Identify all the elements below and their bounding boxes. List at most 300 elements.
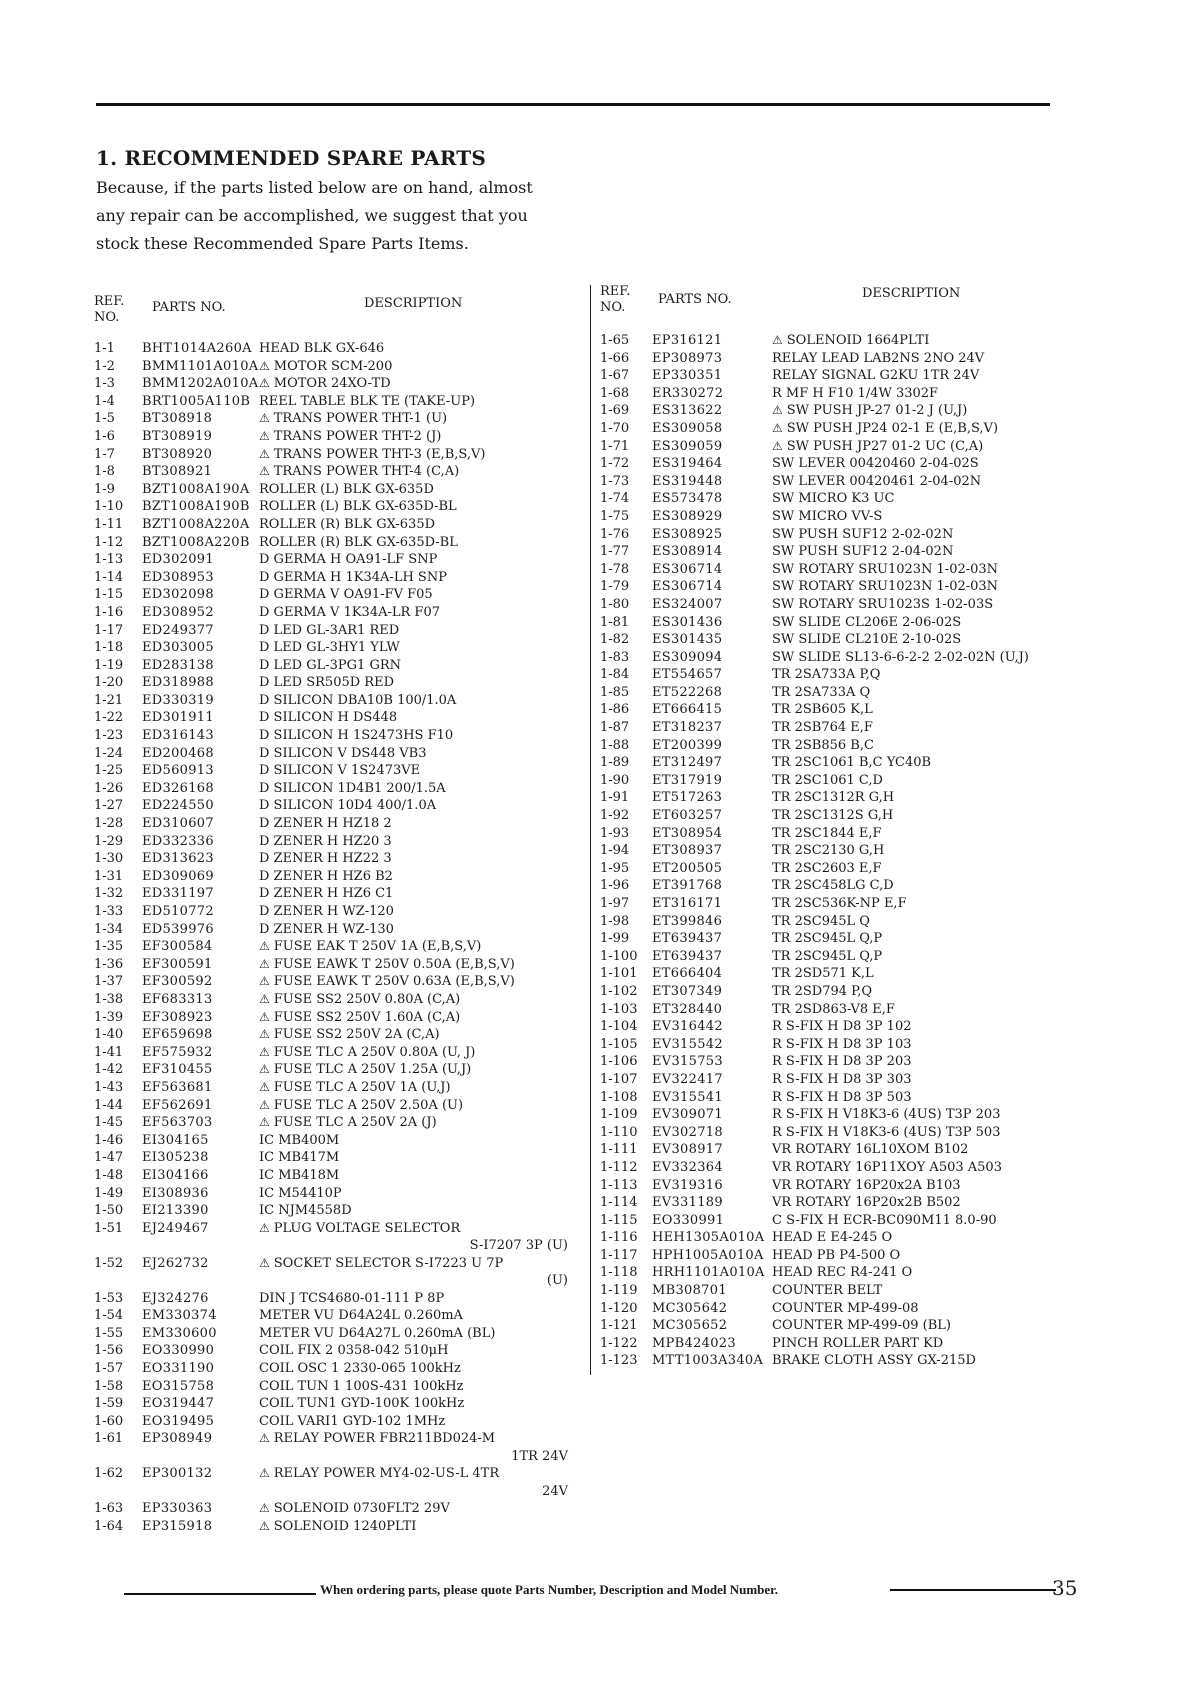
parts-row: [600, 737, 1080, 755]
part-number: BZT1008A190A: [142, 481, 250, 497]
description-text: TR 2SC945L Q: [772, 913, 870, 929]
parts-table-left: [94, 282, 574, 1535]
description-line: [772, 738, 874, 753]
parts-row: [600, 1106, 1080, 1124]
description-text: FUSE TLC A 250V 1.25A (U,J): [273, 1062, 472, 1078]
part-description: [259, 1342, 574, 1360]
description-line: [259, 1256, 503, 1271]
part-number: ED326168: [142, 780, 214, 796]
ref-no: 1-22: [94, 710, 124, 726]
parts-row: [94, 903, 574, 921]
parts-row: [600, 473, 1080, 491]
part-description: [259, 1500, 574, 1518]
description-text: SW ROTARY SRU1023N 1-02-03N: [772, 579, 999, 595]
part-number: ED316143: [142, 728, 214, 744]
parts-row: [600, 948, 1080, 966]
description-text: RELAY SIGNAL G2KU 1TR 24V: [772, 368, 980, 384]
description-line: [259, 1045, 475, 1060]
part-description: [259, 815, 574, 833]
part-description: [772, 367, 1080, 385]
part-description: [772, 1177, 1080, 1195]
description-line: [772, 351, 984, 366]
parts-row: [94, 1149, 574, 1167]
ref-no: 1-39: [94, 1009, 124, 1025]
part-description: [259, 797, 574, 815]
part-description: [259, 745, 574, 763]
description-line: [259, 1133, 339, 1148]
description-text: COUNTER MP-499-08: [772, 1300, 919, 1316]
description-line: [772, 386, 938, 401]
part-number: EO330990: [142, 1343, 215, 1359]
part-number: EP308949: [142, 1431, 213, 1447]
parts-row: [600, 1247, 1080, 1265]
description-text: FUSE TLC A 250V 2A (J): [273, 1115, 437, 1131]
ref-no: 1-92: [600, 808, 630, 824]
ref-no: 1-46: [94, 1132, 124, 1148]
ref-no: 1-47: [94, 1150, 124, 1166]
description-text: ROLLER (R) BLK GX-635D: [259, 516, 436, 532]
ref-no: 1-43: [94, 1079, 124, 1095]
ref-no: 1-100: [600, 948, 638, 964]
parts-row: [600, 508, 1080, 526]
description-text: ROLLER (L) BLK GX-635D: [259, 481, 434, 497]
ref-no: 1-95: [600, 860, 630, 876]
parts-row: [94, 709, 574, 727]
description-line: [259, 992, 460, 1007]
parts-row: [600, 455, 1080, 473]
parts-row: [94, 727, 574, 745]
safety-warning-icon: ⚠: [772, 420, 783, 435]
parts-no-header: PARTS NO.: [658, 292, 732, 307]
part-description: [259, 1044, 574, 1062]
part-description: [259, 991, 574, 1009]
description-text: SOLENOID 0730FLT2 29V: [273, 1501, 450, 1517]
parts-row: [94, 534, 574, 552]
description-text: D SILICON DBA10B 100/1.0A: [259, 692, 457, 708]
parts-row: [600, 1089, 1080, 1107]
part-number: EV315542: [652, 1036, 723, 1052]
description-line: [772, 790, 894, 805]
part-number: ED309069: [142, 868, 214, 884]
description-line: [259, 922, 394, 937]
ref-no: 1-76: [600, 526, 630, 542]
description-line: [772, 1230, 892, 1245]
part-number: HRH1101A010A: [652, 1265, 765, 1281]
part-description: [772, 772, 1080, 790]
description-line: [259, 1343, 448, 1358]
description-text: SW MICRO K3 UC: [772, 491, 895, 507]
part-description: [772, 1159, 1080, 1177]
part-number: ES319448: [652, 473, 723, 489]
description-text: D SILICON H 1S2473HS F10: [259, 728, 454, 744]
part-number: ED302091: [142, 552, 214, 568]
ref-header-line: NO.: [600, 300, 626, 315]
part-description: [772, 684, 1080, 702]
description-text: D GERMA V 1K34A-LR F07: [259, 604, 440, 620]
parts-row: [600, 402, 1080, 420]
part-description: [772, 1229, 1080, 1247]
ref-no: 1-70: [600, 420, 630, 436]
ref-no: 1-16: [94, 604, 124, 620]
parts-row: [94, 358, 574, 376]
part-number: ET399846: [652, 913, 723, 929]
part-number: ES308925: [652, 526, 723, 542]
part-description: [772, 561, 1080, 579]
part-number: ET522268: [652, 684, 723, 700]
part-number: EO319447: [142, 1396, 215, 1412]
parts-row: [600, 1229, 1080, 1247]
description-text: VR ROTARY 16P20x2B B502: [772, 1195, 961, 1211]
part-number: BHT1014A260A: [142, 341, 252, 356]
page-number: 35: [1052, 1576, 1078, 1600]
parts-row: [94, 973, 574, 991]
description-text: RELAY POWER FBR211BD024-M: [273, 1431, 496, 1447]
description-text: SOLENOID 1664PLTI: [786, 333, 930, 348]
part-number: EV315541: [652, 1089, 723, 1105]
ref-no: 1-93: [600, 825, 630, 841]
description-text: PINCH ROLLER PART KD: [772, 1335, 944, 1351]
parts-row: [94, 1061, 574, 1079]
description-line: [772, 1283, 882, 1298]
part-description: [772, 842, 1080, 860]
description-text: TRANS POWER THT-2 (J): [273, 428, 442, 444]
description-text: D ZENER H HZ6 C1: [259, 886, 394, 902]
description-line: [259, 552, 437, 567]
parts-row: [94, 1132, 574, 1150]
part-number: EP330351: [652, 368, 723, 384]
description-line: [259, 1379, 463, 1394]
part-number: EI305238: [142, 1150, 209, 1166]
part-number: EI304166: [142, 1167, 209, 1183]
parts-row: [600, 420, 1080, 438]
part-number: ED313623: [142, 851, 214, 867]
table-header: [94, 282, 574, 332]
description-text: TR 2SC1061 B,C YC40B: [772, 755, 932, 771]
ref-no: 1-25: [94, 763, 124, 779]
ref-no: 1-116: [600, 1230, 638, 1246]
ref-no: 1-89: [600, 755, 630, 771]
part-description: [259, 1097, 574, 1115]
parts-no-header: PARTS NO.: [152, 300, 226, 315]
part-description: [259, 657, 574, 675]
parts-row: [94, 762, 574, 780]
part-description: [259, 1220, 574, 1255]
ref-no: 1-67: [600, 368, 630, 384]
parts-row: [600, 438, 1080, 456]
description-line: [259, 623, 399, 638]
description-line: [259, 1291, 444, 1306]
part-number: ET603257: [652, 808, 723, 824]
description-text: COIL VARI1 GYD-102 1MHz: [259, 1413, 446, 1429]
ref-no: 1-13: [94, 552, 124, 568]
ref-no: 1-5: [94, 411, 115, 427]
part-number: EV319316: [652, 1177, 723, 1193]
ref-no: 1-45: [94, 1115, 124, 1131]
part-description: [772, 420, 1080, 438]
description-continuation: S-I7207 3P (U): [469, 1238, 568, 1254]
part-description: [772, 1282, 1080, 1300]
part-description: [259, 780, 574, 798]
description-line: [259, 851, 392, 866]
part-number: ED308953: [142, 569, 214, 585]
parts-row: [600, 754, 1080, 772]
description-line: [772, 1160, 1002, 1175]
part-description: [772, 1300, 1080, 1318]
parts-row: [94, 815, 574, 833]
description-line: [259, 1098, 463, 1113]
parts-row: [94, 1009, 574, 1027]
ref-no: 1-56: [94, 1343, 124, 1359]
parts-row: [94, 1465, 574, 1500]
ref-no: 1-36: [94, 956, 124, 972]
part-description: [772, 402, 1080, 420]
description-line: [259, 1080, 451, 1095]
part-number: ET200505: [652, 860, 723, 876]
description-line: [259, 359, 392, 374]
description-text: RELAY POWER MY4-02-US-L 4TR: [273, 1466, 500, 1482]
part-number: ET308954: [652, 825, 723, 841]
description-text: TR 2SC458LG C,D: [772, 878, 894, 894]
description-line: [772, 474, 981, 489]
part-description: [259, 1132, 574, 1150]
description-text: SW ROTARY SRU1023S 1-02-03S: [772, 596, 994, 612]
ref-no: 1-7: [94, 446, 115, 462]
description-text: SW LEVER 00420460 2-04-02S: [772, 456, 979, 472]
parts-row: [600, 561, 1080, 579]
part-description: [259, 586, 574, 604]
part-description: [772, 1106, 1080, 1124]
ref-no: 1-35: [94, 939, 124, 955]
parts-row: [94, 1097, 574, 1115]
part-description: [772, 1194, 1080, 1212]
part-number: EP315918: [142, 1519, 213, 1535]
description-line: [259, 482, 434, 497]
parts-row: [600, 1177, 1080, 1195]
part-description: [772, 649, 1080, 667]
part-description: [772, 913, 1080, 931]
part-number: BRT1005A110B: [142, 393, 251, 409]
parts-row: [600, 842, 1080, 860]
part-description: [772, 877, 1080, 895]
description-line: [259, 1027, 440, 1042]
ref-no: 1-71: [600, 438, 630, 454]
description-text: TR 2SB605 K,L: [772, 702, 873, 718]
part-description: [772, 930, 1080, 948]
ref-no: 1-15: [94, 587, 124, 603]
ref-no: 1-82: [600, 632, 630, 648]
ref-no: 1-19: [94, 657, 124, 673]
description-line: [772, 1002, 895, 1017]
ref-no: 1-123: [600, 1353, 638, 1369]
parts-row: [600, 490, 1080, 508]
parts-row: [600, 1018, 1080, 1036]
description-line: [259, 605, 440, 620]
ref-no: 1-64: [94, 1519, 124, 1535]
description-text: R S-FIX H V18K3-6 (4US) T3P 203: [772, 1107, 1001, 1123]
ref-no: 1-30: [94, 851, 124, 867]
part-number: ES319464: [652, 456, 723, 472]
description-line: [772, 1019, 912, 1034]
parts-row: [94, 1307, 574, 1325]
parts-row: [94, 1360, 574, 1378]
part-number: EV302718: [652, 1124, 723, 1140]
part-number: BT308920: [142, 446, 213, 462]
part-number: ET554657: [652, 667, 723, 683]
part-number: EM330600: [142, 1325, 217, 1341]
part-description: [772, 438, 1080, 456]
safety-warning-icon: ⚠: [259, 446, 270, 461]
part-number: EV309071: [652, 1107, 723, 1123]
ref-no: 1-3: [94, 376, 115, 392]
ref-no: 1-84: [600, 667, 630, 683]
ref-no: 1-91: [600, 790, 630, 806]
part-description: [772, 631, 1080, 649]
parts-row: [600, 1141, 1080, 1159]
ref-no: 1-106: [600, 1054, 638, 1070]
parts-row: [94, 639, 574, 657]
part-number: MTT1003A340A: [652, 1353, 764, 1369]
description-line: [772, 720, 873, 735]
part-description: [772, 1001, 1080, 1019]
parts-row: [94, 1413, 574, 1431]
description-text: ROLLER (R) BLK GX-635D-BL: [259, 534, 458, 550]
parts-row: [94, 428, 574, 446]
ref-no: 1-105: [600, 1036, 638, 1052]
part-number: ET312497: [652, 755, 723, 771]
description-line: [772, 755, 931, 770]
description-line: [259, 746, 426, 761]
ref-no: 1-87: [600, 720, 630, 736]
description-text: SW SLIDE CL206E 2-06-02S: [772, 614, 962, 630]
ref-no: 1-27: [94, 798, 124, 814]
parts-row: [600, 930, 1080, 948]
part-number: MPB424023: [652, 1335, 736, 1351]
ref-no: 1-66: [600, 350, 630, 366]
description-line: [772, 333, 929, 348]
ref-no: 1-97: [600, 896, 630, 911]
description-line: [772, 1318, 951, 1333]
part-number: ET308937: [652, 843, 723, 859]
description-text: HEAD BLK GX-646: [259, 341, 385, 356]
footer-note: When ordering parts, please quote Parts Number, Description and Model Number.: [320, 1582, 779, 1597]
parts-row: [94, 1220, 574, 1255]
ref-no: 1-83: [600, 649, 630, 665]
description-line: [259, 341, 384, 356]
description-line: [772, 632, 961, 647]
safety-warning-icon: ⚠: [259, 1220, 270, 1235]
parts-row: [600, 543, 1080, 561]
description-text: TR 2SC2603 E,F: [772, 860, 882, 876]
description-text: IC MB400M: [259, 1132, 340, 1148]
description-line: [259, 394, 475, 409]
part-description: [259, 375, 574, 393]
description-line: [259, 816, 392, 831]
description-line: [772, 685, 870, 700]
safety-warning-icon: ⚠: [259, 1009, 270, 1024]
description-line: [772, 544, 953, 559]
part-description: [772, 825, 1080, 843]
parts-row: [94, 1079, 574, 1097]
ref-no: 1-57: [94, 1361, 124, 1377]
part-number: ES308929: [652, 508, 723, 524]
part-description: [772, 1089, 1080, 1107]
description-line: [259, 710, 397, 725]
description-text: R S-FIX H D8 3P 303: [772, 1071, 912, 1087]
ref-no: 1-121: [600, 1318, 638, 1334]
description-line: [772, 702, 873, 717]
safety-warning-icon: ⚠: [259, 428, 270, 443]
part-number: ED200468: [142, 745, 214, 761]
description-line: [772, 527, 953, 542]
safety-warning-icon: ⚠: [259, 376, 270, 391]
parts-row: [600, 332, 1080, 350]
part-description: [259, 727, 574, 745]
part-description: [772, 332, 1080, 350]
description-text: MOTOR SCM-200: [273, 358, 393, 374]
part-description: [772, 1317, 1080, 1335]
parts-row: [600, 965, 1080, 983]
description-text: COIL OSC 1 2330-065 100kHz: [259, 1361, 461, 1377]
description-line: [772, 1336, 943, 1351]
part-number: EO319495: [142, 1413, 215, 1429]
ref-no: 1-32: [94, 886, 124, 902]
part-number: EF300584: [142, 939, 213, 955]
parts-table-right: [600, 282, 1080, 1370]
safety-warning-icon: ⚠: [259, 358, 270, 373]
ref-no: 1-48: [94, 1167, 124, 1183]
description-line: [772, 949, 882, 964]
description-line: [259, 1396, 464, 1411]
description-line: [772, 667, 880, 682]
ref-no: 1-102: [600, 983, 638, 999]
parts-row: [94, 938, 574, 956]
ref-no: 1-11: [94, 516, 124, 532]
description-text: FUSE TLC A 250V 1A (U,J): [273, 1079, 451, 1095]
parts-row: [600, 614, 1080, 632]
description-text: D GERMA H OA91-LF SNP: [259, 552, 438, 568]
part-number: EF308923: [142, 1009, 213, 1025]
description-line: [772, 773, 883, 788]
part-description: [259, 604, 574, 622]
ref-no: 1-59: [94, 1396, 124, 1412]
description-text: R S-FIX H V18K3-6 (4US) T3P 503: [772, 1124, 1001, 1140]
part-number: ET517263: [652, 790, 723, 806]
part-number: EV322417: [652, 1071, 723, 1087]
description-line: [259, 781, 446, 796]
parts-row: [94, 340, 574, 358]
ref-no: 1-68: [600, 385, 630, 401]
parts-row: [600, 772, 1080, 790]
ref-no: 1-55: [94, 1325, 124, 1341]
description-text: TR 2SA733A Q: [772, 684, 871, 700]
part-number: ED283138: [142, 657, 214, 673]
description-text: D LED GL-3AR1 RED: [259, 622, 400, 638]
part-description: [772, 596, 1080, 614]
parts-row: [600, 913, 1080, 931]
parts-row: [600, 789, 1080, 807]
part-description: [772, 490, 1080, 508]
ref-no: 1-73: [600, 473, 630, 489]
parts-row: [600, 1053, 1080, 1071]
description-line: [259, 1361, 461, 1376]
description-line: [772, 491, 894, 506]
ref-no: 1-101: [600, 966, 638, 982]
description-line: [772, 1301, 919, 1316]
description-text: R S-FIX H D8 3P 102: [772, 1019, 912, 1035]
part-description: [772, 948, 1080, 966]
part-description: [259, 1079, 574, 1097]
ref-no: 1-8: [94, 464, 115, 480]
